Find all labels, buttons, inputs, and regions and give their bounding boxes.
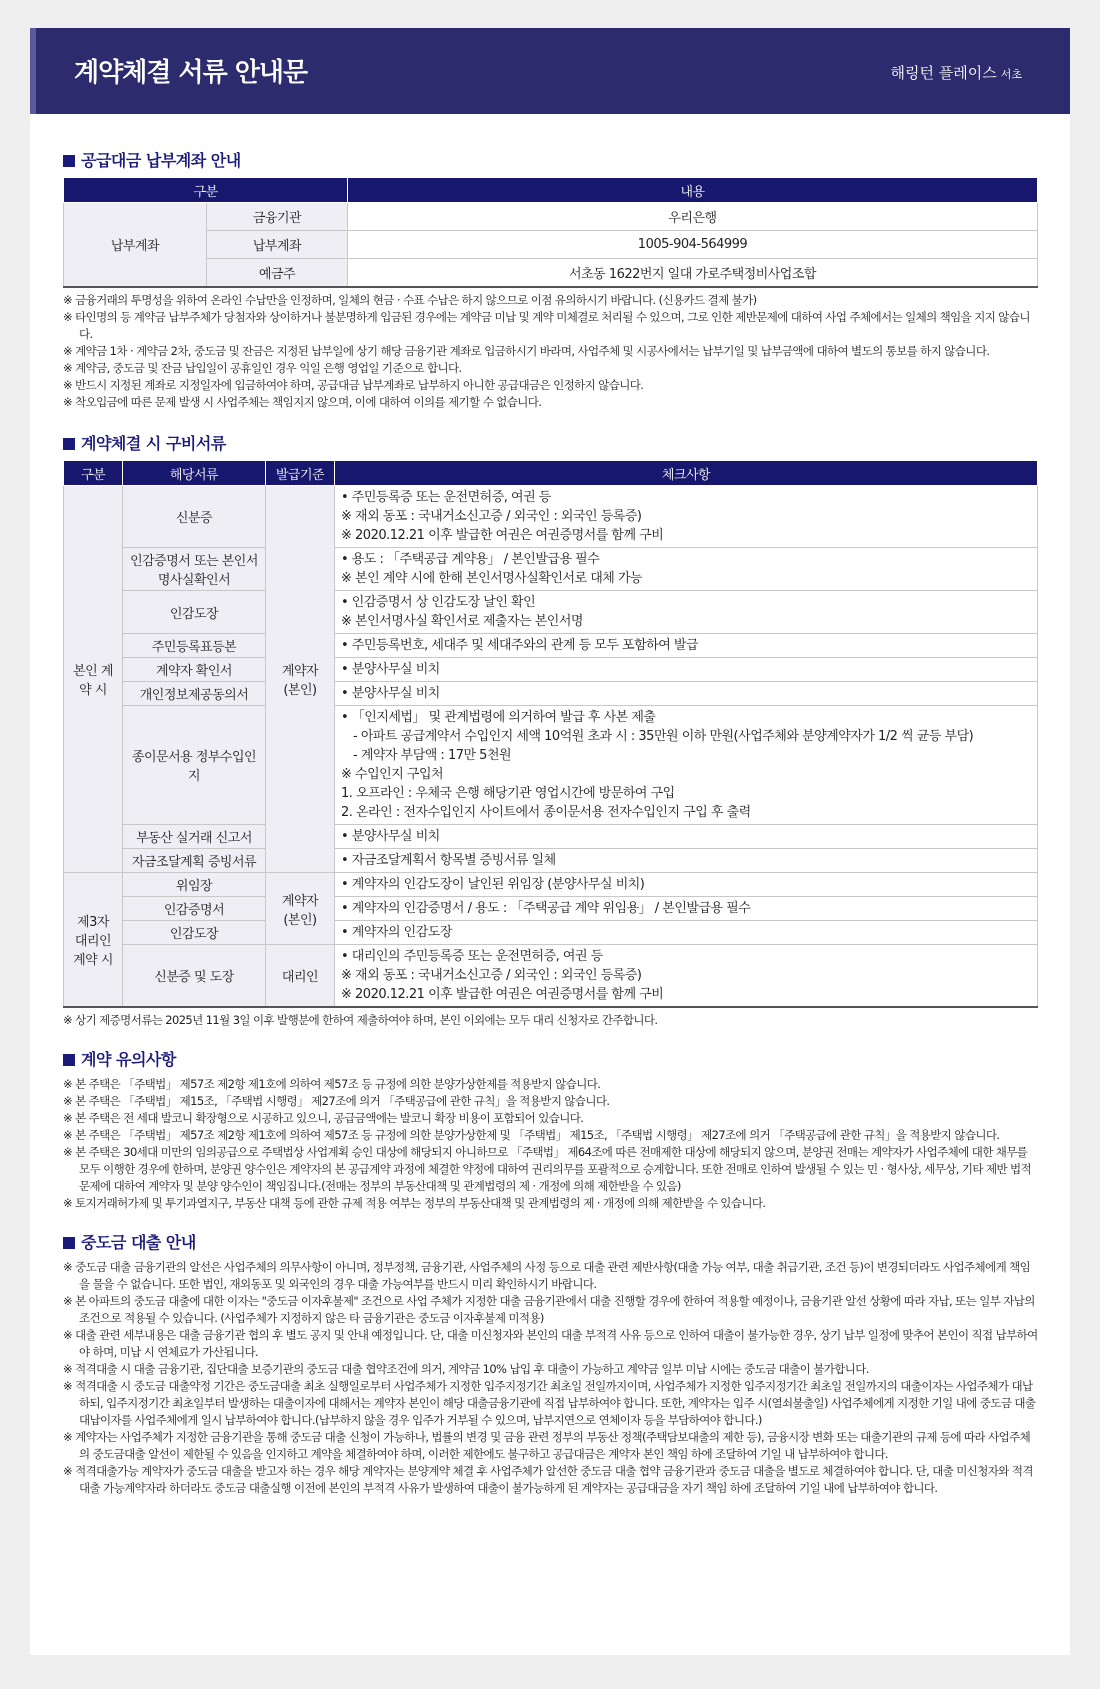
note-item: ※ 상기 제증명서류는 2025년 11월 3일 이후 발행분에 한하여 제출하여야 하며, 본인 이외에는 모두 대리 신청자로 간주합니다.: [63, 1012, 1038, 1029]
note-item: ※ 토지거래허가제 및 투기과열지구, 부동산 대책 등에 관한 규제 적용 여부는 정부의 부동산대책 및 관계법령의 제 · 개정에 의해 제한받을 수 있습니다.: [63, 1195, 1038, 1212]
col-header: 구분: [64, 461, 123, 486]
doc-checks: • 인감증명서 상 인감도장 날인 확인 ※ 본인서명사실 확인서로 제출자는 본인서명: [335, 591, 1038, 634]
doc-name: 신분증 및 도장: [123, 945, 266, 1008]
doc-name: 계약자 확인서: [123, 658, 266, 682]
doc-name: 위임장: [123, 873, 266, 897]
note-item: ※ 본 주택은 「주택법」 제57조 제2항 제1호에 의하여 제57조 등 규정에 의한 분양가상한제 및 「주택법」 제15조, 「주택법 시행령」 제27조에 의거 「주택공급에 관한 규칙」을 적용받지 않습니다.: [63, 1127, 1038, 1144]
caution-notes: [63, 1076, 1038, 1212]
doc-name: 자금조달계획 증빙서류: [123, 849, 266, 873]
section-title-loan: [63, 1230, 1038, 1253]
note-item: ※ 타인명의 등 계약금 납부주체가 당첨자와 상이하거나 불분명하게 입금된 경우에는 계약금 미납 및 계약 미체결로 처리될 수 있으며, 그로 인한 제반문제에 대하여 사업 주체에서는 일체의 책임을 지지 않습니다.: [63, 309, 1038, 343]
docs-table: [63, 460, 1038, 1008]
brand-sub: 서초: [1000, 68, 1022, 81]
doc-name: 종이문서용 정부수입인지: [123, 706, 266, 825]
square-bullet-icon: [63, 438, 75, 450]
square-bullet-icon: [63, 155, 75, 167]
docs-group-label: 제3자 대리인 계약 시: [64, 873, 123, 1008]
doc-name: 주민등록표등본: [123, 634, 266, 658]
section-title-text: 계약체결 시 구비서류: [81, 434, 226, 453]
account-row-value: 1005-904-564999: [348, 231, 1038, 259]
brand-name: [891, 62, 1022, 83]
col-header: 체크사항: [335, 461, 1038, 486]
doc-checks: • 용도 : 「주택공급 계약용」 / 본인발급용 필수 ※ 본인 계약 시에 한해 본인서명사실확인서로 대체 가능: [335, 548, 1038, 591]
section-title-docs: [63, 431, 1038, 454]
col-header-content: 내용: [348, 178, 1038, 203]
note-item: ※ 금융거래의 투명성을 위하여 온라인 수납만을 인정하며, 일체의 현금 · 수표 수납은 하지 않으므로 이점 유의하시기 바랍니다. (신용카드 결제 불가): [63, 292, 1038, 309]
account-row-value: 서초동 1622번지 일대 가로주택정비사업조합: [348, 259, 1038, 288]
doc-checks: • 계약자의 인감도장: [335, 921, 1038, 945]
doc-name: 개인정보제공동의서: [123, 682, 266, 706]
doc-basis: 대리인: [266, 945, 335, 1008]
docs-group-label: 본인 계약 시: [64, 486, 123, 873]
doc-checks: • 계약자의 인감도장이 날인된 위임장 (분양사무실 비치): [335, 873, 1038, 897]
note-item: ※ 착오입금에 따른 문제 발생 시 사업주체는 책임지지 않으며, 이에 대하여 이의를 제기할 수 없습니다.: [63, 394, 1038, 411]
doc-name: 인감증명서 또는 본인서명사실확인서: [123, 548, 266, 591]
doc-checks: • 분양사무실 비치: [335, 825, 1038, 849]
section-title-text: 계약 유의사항: [81, 1050, 176, 1069]
page-title: 계약체결 서류 안내문: [74, 58, 308, 88]
note-item: ※ 적격대출 시 중도금 대출약정 기간은 중도금대출 최초 실행일로부터 사업주체가 지정한 입주지정기간 최초일 전일까지이며, 사업주체가 지정한 입주지정기간 최초일 전일까지의 대출이자는 사업주체가 대납하되, 입주지정기간 최초일부터 발생하는 대출이자에 대해서는 계약자 본인이 해당 대출금융기관에 직접 납부하여야 합니다. 또한, 계약자는 입주 시(열쇠불출일) 사업주체에게 지정한 기일 내에 중도금 대출 대납이자를 사업주체에게 일시 납부하여야 합니다.(납부하지 않을 경우 입주가 거부될 수 있으며, 납부지연으로 연체이자 등을 부담하여야 합니다.): [63, 1378, 1038, 1429]
square-bullet-icon: [63, 1054, 75, 1066]
account-row-label: 납부계좌: [207, 231, 348, 259]
note-item: ※ 반드시 지정된 계좌로 지정일자에 입금하여야 하며, 공급대금 납부계좌로 납부하지 아니한 공급대금은 인정하지 않습니다.: [63, 377, 1038, 394]
account-notes: [63, 292, 1038, 411]
doc-name: 인감도장: [123, 591, 266, 634]
col-header-category: 구분: [64, 178, 348, 203]
doc-checks: • 대리인의 주민등록증 또는 운전면허증, 여권 등 ※ 재외 동포 : 국내거소신고증 / 외국인 : 외국인 등록증) ※ 2020.12.21 이후 발급한 여권은 여권증명서를 함께 구비: [335, 945, 1038, 1008]
account-row-label: 금융기관: [207, 203, 348, 231]
note-item: ※ 적격대출가능 계약자가 중도금 대출을 받고자 하는 경우 해당 계약자는 분양계약 체결 후 사업주체가 알선한 중도금 대출 협약 금융기관과 중도금 대출을 별도로 체결하여야 합니다. 단, 대출 미신청자와 적격대출 가능계약자라 하더라도 중도금 대출실행 이전에 본인의 부적격 사유가 발생하여 대출이 불가능하게 된 계약자는 공급대금을 자기 책임 하에 조달하여 기일 내에 납부하여야 합니다.: [63, 1463, 1038, 1497]
account-row-label: 예금주: [207, 259, 348, 288]
col-header: 해당서류: [123, 461, 266, 486]
doc-name: 인감증명서: [123, 897, 266, 921]
section-title-account: [63, 148, 1038, 171]
account-row-value: 우리은행: [348, 203, 1038, 231]
account-group-label: 납부계좌: [64, 203, 207, 288]
note-item: ※ 본 아파트의 중도금 대출에 대한 이자는 "중도금 이자후불제" 조건으로 사업 주체가 지정한 대출 금융기관에서 대출 진행할 경우에 한하여 적용할 예정이나, 금융기관 알선 상황에 따라 자납, 또는 일부 자납의 조건으로 적용될 수 있습니다. (사업주체가 지정하지 않은 타 금융기관은 중도금 이자후불제 미적용): [63, 1293, 1038, 1327]
document-page: [30, 28, 1070, 1655]
section-title-cautions: [63, 1047, 1038, 1070]
doc-name: 인감도장: [123, 921, 266, 945]
doc-checks: • 자금조달계획서 항목별 증빙서류 일체: [335, 849, 1038, 873]
doc-name: 신분증: [123, 486, 266, 548]
note-item: ※ 계약금 1차 · 계약금 2차, 중도금 및 잔금은 지정된 납부일에 상기 해당 금융기관 계좌로 입금하시기 바라며, 사업주체 및 시공사에서는 납부기일 및 납부금액에 대하여 별도의 통보를 하지 않습니다.: [63, 343, 1038, 360]
note-item: ※ 계약금, 중도금 및 잔금 납입일이 공휴일인 경우 익일 은행 영업일 기준으로 합니다.: [63, 360, 1038, 377]
section-title-text: 공급대금 납부계좌 안내: [81, 151, 241, 170]
doc-checks: • 「인지세법」 및 관계법령에 의거하여 발급 후 사본 제출 - 아파트 공급계약서 수입인지 세액 10억원 초과 시 : 35만원 이하 만원(사업주체와 분양계약자가 1/2 씩 균등 부담) - 계약자 부담액 : 17만 5천원 ※ 수입인지 구입처 1. 오프라인 : 우체국 은행 해당기관 영업시간에 방문하여 구입 2. 온라인 : 전자수입인지 사이트에서 종이문서용 전자수입인지 구입 후 출력: [335, 706, 1038, 825]
note-item: ※ 적격대출 시 대출 금융기관, 집단대출 보증기관의 중도금 대출 협약조건에 의거, 계약금 10% 납입 후 대출이 가능하고 계약금 일부 미납 시에는 중도금 대출이 불가합니다.: [63, 1361, 1038, 1378]
brand-main: 해링턴 플레이스: [890, 64, 997, 82]
doc-name: 부동산 실거래 신고서: [123, 825, 266, 849]
doc-checks: • 계약자의 인감증명서 / 용도 : 「주택공급 계약 위임용」 / 본인발급용 필수: [335, 897, 1038, 921]
docs-notes: [63, 1012, 1038, 1029]
loan-notes: [63, 1259, 1038, 1497]
doc-basis: 계약자 (본인): [266, 486, 335, 873]
page-header: [30, 28, 1070, 114]
square-bullet-icon: [63, 1237, 75, 1249]
note-item: ※ 계약자는 사업주체가 지정한 금융기관을 통해 중도금 대출 신청이 가능하나, 법률의 변경 및 금융 관련 정부의 부동산 정책(주택담보대출의 제한 등), 금융시장 변화 또는 대출기관의 규제 등에 따라 사업주체의 중도금대출 알선이 제한될 수 있음을 인지하고 계약을 체결하여야 하며, 이러한 제한에도 불구하고 공급대금은 계약자 본인 책임 하에 조달하여 기일 내 납부하여야 합니다.: [63, 1429, 1038, 1463]
doc-basis: 계약자 (본인): [266, 873, 335, 945]
col-header: 발급기준: [266, 461, 335, 486]
doc-checks: • 분양사무실 비치: [335, 658, 1038, 682]
note-item: ※ 본 주택은 「주택법」 제57조 제2항 제1호에 의하여 제57조 등 규정에 의한 분양가상한제를 적용받지 않습니다.: [63, 1076, 1038, 1093]
doc-checks: • 분양사무실 비치: [335, 682, 1038, 706]
account-table: [63, 177, 1038, 288]
doc-checks: • 주민등록증 또는 운전면허증, 여권 등 ※ 재외 동포 : 국내거소신고증 / 외국인 : 외국인 등록증) ※ 2020.12.21 이후 발급한 여권은 여권증명서를 함께 구비: [335, 486, 1038, 548]
section-title-text: 중도금 대출 안내: [81, 1233, 196, 1252]
doc-checks: • 주민등록번호, 세대주 및 세대주와의 관계 등 모두 포함하여 발급: [335, 634, 1038, 658]
note-item: ※ 본 주택은 30세대 미만의 임의공급으로 주택법상 사업계획 승인 대상에 해당되지 아니하므로 「주택법」 제64조에 따른 전매제한 대상에 해당되지 않으며, 분양권 전매는 계약자가 사업주체에 대한 채무를 모두 이행한 경우에 한하며, 분양권 양수인은 계약자의 본 공급계약 과정에 체결한 약정에 대하여 권리의무를 포괄적으로 승계합니다. 또한 전매로 인하여 발생될 수 있는 민 · 형사상, 세무상, 기타 제반 법적문제에 대하여 계약자 및 분양 양수인이 책임집니다.(전매는 정부의 부동산대책 및 관계법령의 제 · 개정에 의해 제한받을 수 있음): [63, 1144, 1038, 1195]
note-item: ※ 본 주택은 「주택법」 제15조, 「주택법 시행령」 제27조에 의거 「주택공급에 관한 규칙」을 적용받지 않습니다.: [63, 1093, 1038, 1110]
note-item: ※ 대출 관련 세부내용은 대출 금융기관 협의 후 별도 공지 및 안내 예정입니다. 단, 대출 미신청자와 본인의 대출 부적격 사유 등으로 인하여 대출이 불가능한 경우, 상기 납부 일정에 맞추어 본인이 직접 납부하여야 하며, 미납 시 연체료가 가산됩니다.: [63, 1327, 1038, 1361]
note-item: ※ 중도금 대출 금융기관의 알선은 사업주체의 의무사항이 아니며, 정부정책, 금융기관, 사업주체의 사정 등으로 대출 관련 제반사항(대출 가능 여부, 대출 취급기관, 조건 등)이 변경되더라도 사업주체에게 책임을 물을 수 없습니다. 또한 법인, 재외동포 및 외국인의 경우 대출 가능여부를 반드시 미리 확인하시기 바랍니다.: [63, 1259, 1038, 1293]
note-item: ※ 본 주택은 전 세대 발코니 확장형으로 시공하고 있으니, 공급금액에는 발코니 확장 비용이 포함되어 있습니다.: [63, 1110, 1038, 1127]
